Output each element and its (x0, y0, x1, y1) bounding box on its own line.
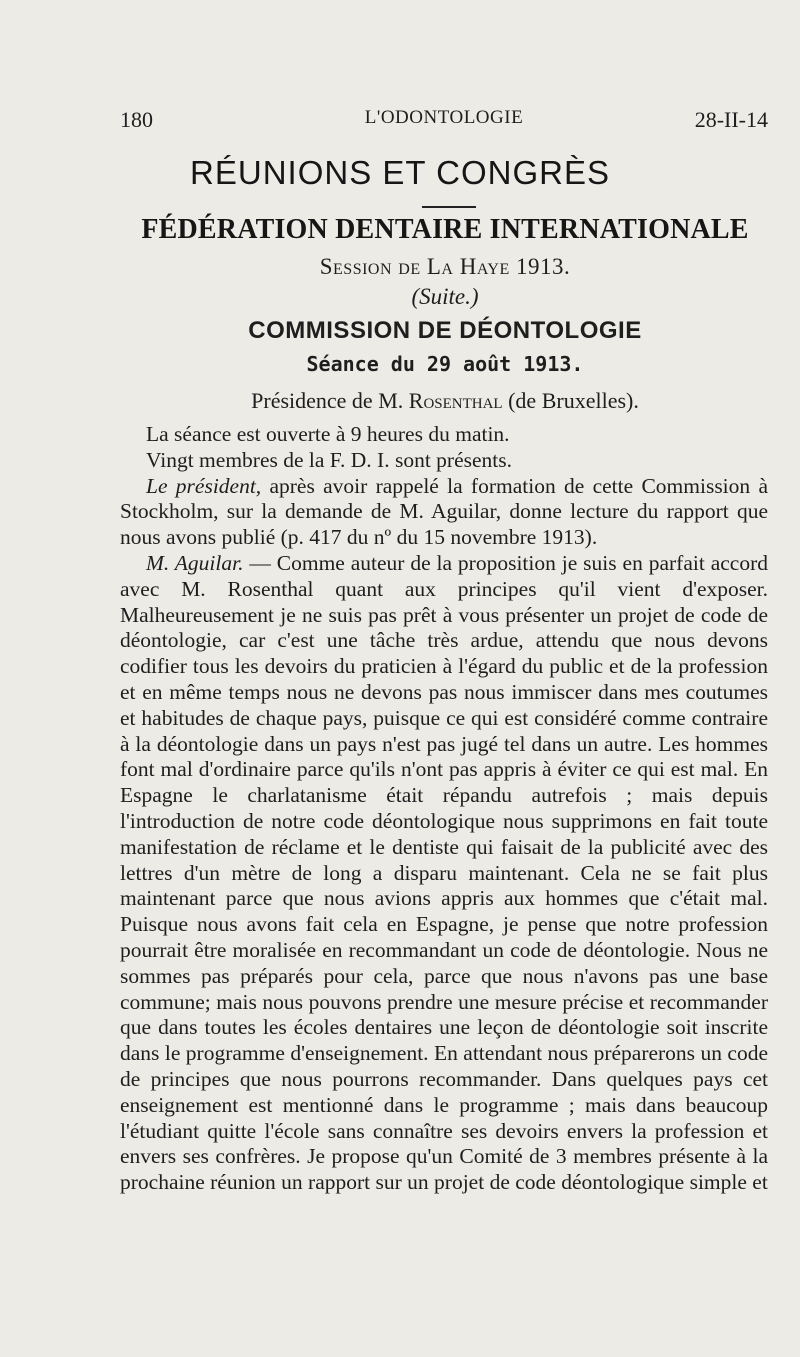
speaker-aguilar: M. Aguilar. (146, 550, 244, 575)
paragraph-opening: La séance est ouverte à 9 heures du matin. (146, 422, 510, 446)
president-text: après avoir rappelé la formation de cette Commission à Stockholm, sur la demande de M. Aguilar, donne lecture du rapport que nous avons publié (p. 417 du nº du 15 novembre 1913). (120, 473, 768, 550)
running-header (120, 107, 768, 137)
speaker-president: Le président, (146, 473, 262, 498)
section-title: RÉUNIONS ET CONGRÈS (190, 154, 610, 191)
title-rule (422, 206, 476, 208)
seance-date: Séance du 29 août 1913. (306, 352, 584, 376)
paragraph-aguilar (120, 551, 768, 1196)
federation-title: FÉDÉRATION DENTAIRE INTERNATIONALE (141, 214, 749, 245)
paragraph-president (120, 474, 768, 551)
paragraph-attendance: Vingt membres de la F. D. I. sont présents. (146, 447, 513, 472)
issue-date: 28-II-14 (694, 107, 768, 132)
presidence-before: Présidence de M. (251, 388, 409, 413)
commission-title: COMMISSION DE DÉONTOLOGIE (248, 317, 642, 344)
presidence-after: (de Bruxelles). (502, 388, 639, 413)
presidence-line (0, 388, 800, 414)
journal-title: L'ODONTOLOGIE (364, 107, 524, 128)
aguilar-text: — Comme auteur de la proposition je suis en parfait accord avec M. Rosenthal quant aux principes qu'il vient d'exposer. Malheureusement je ne suis pas prêt à vous présenter un projet de code de déontologie, car c'est une tâche très ardue, attendu que nous devons codifier tous les devoirs du praticien à l'égard du public et de la profession et en même temps nous ne devons pas nous immiscer dans mes coutumes et habitudes de chaque pays, puisque ce qui est considéré comme contraire à la déontologie dans un pays n'est pas jugé tel dans un autre. Les hommes font mal d'ordinaire parce qu'ils n'ont pas appris à éviter ce qui est mal. En Espagne le charlatanisme était répandu autrefois ; mais depuis l'introduction de notre code déontologique nous supprimons en fait toute manifestation de réclame et le dentiste qui faisait de la publicité avec des lettres d'un mètre de long a disparu maintenant. Cela ne se fait plus maintenant parce que nous avions appris aux hommes que c'était mal. Puisque nous avons fait cela en Espagne, je pense que notre profession pourrait être moralisée en recommandant un code de déontologie. Nous ne sommes pas préparés pour cela, parce que nous n'avons pas une base commune; mais nous pouvons prendre une mesure précise et recommander que dans toutes les écoles dentaires une leçon de déontologie soit inscrite dans le programme d'enseignement. En attendant nous préparerons un code de principes que nous pourrons recommander. Dans quelques pays cet enseignement est mentionné dans le programme ; mais dans beaucoup l'étudiant quitte l'école sans connaître ses devoirs envers la profession et envers ses confrères. Je propose qu'un Comité de 3 membres présente à la prochaine réunion un rapport sur un projet de code déontologique simple et (120, 550, 768, 1195)
suite-line: (Suite.) (411, 284, 479, 309)
president-name: Rosenthal (408, 388, 503, 413)
body-text (120, 422, 768, 1196)
page-number: 180 (120, 107, 153, 132)
session-line: Session de La Haye 1913. (319, 254, 571, 279)
